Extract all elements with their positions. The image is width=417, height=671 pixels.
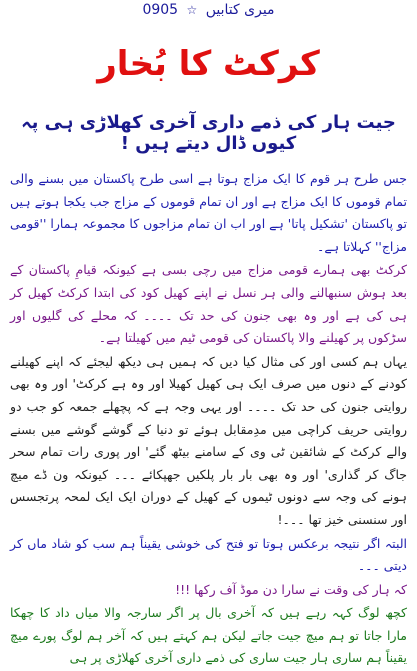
site-name[interactable]: میری کتابیں bbox=[205, 2, 275, 18]
star-icon: ☆ bbox=[186, 3, 198, 17]
paragraph: کہ ہار کی وقت نے سارا دن موڈ آف رکھا !!! bbox=[175, 581, 407, 597]
paragraph: کچھ لوگ کہہ رہے ہیں کہ آخری بال پر اگر سارجہ والا میاں داد کا چھکا مارا جاتا تو ہم میچ جیت جاتے لیکن ہم کہتے ہیں کہ آخر ہم لوگ پورے میچ یقیناً ہم ساری ہار جیت ساری کی ذمے داری آخری کھلاڑی پر ہی bbox=[10, 605, 407, 666]
paragraph: البتہ اگر نتیجہ برعکس ہوتا تو فتح کی خوشی یقیناً ہم سب کو شاد ماں کر دیتی ۔۔۔ bbox=[10, 535, 407, 574]
article-number: 0905 bbox=[142, 2, 179, 18]
paragraph: جس طرح ہر قوم کا ایک مزاج ہوتا ہے اسی طرح پاکستان میں بسنے والی تمام قوموں کا ایک مزاج ہے اور ان تمام قوموں کے مزاج جب یکجا ہوتے ہیں تو پاکستان 'تشکیل پاتا' ہے اور اب ان تمام مزاجوں کا مجموعہ ہمارا ''قومی مزاج'' کہلاتا ہے۔ bbox=[9, 171, 407, 254]
site-header bbox=[0, 2, 417, 18]
paragraph: کرکٹ بھی ہمارے قومی مزاج میں رچی بسی ہے کیونکہ قیامِ پاکستان کے بعد ہوش سنبھالنے والی ہر نسل نے اپنے کھیل کود کی ابتدا کرکٹ کھیل کر ہی کی ہے اور وہ بھی جنون کی حد تک ۔۔۔۔ کہ محلے کی گلیوں اور سڑکوں پر کھیلنے والا پاکستان کی قومی ٹیم میں کھیلتا ہے۔ bbox=[10, 262, 407, 346]
article-subtitle: جیت ہار کی ذمے داری آخری کھلاڑی ہی پہ کیوں ڈال دیتے ہیں ! bbox=[21, 112, 396, 154]
article-title: کرکٹ کا بُخار bbox=[97, 44, 320, 84]
paragraph: یہاں ہم کسی اور کی مثال کیا دیں کہ ہمیں ہی دیکھ لیجئے کہ اپنے کھیلنے کودنے کے دنوں میں صرف ایک ہی کھیل کھیلا اور وہ ہے کرکٹ' اور وہ بھی روایتی جنون کی حد تک ۔۔۔۔ اور یہی وجہ ہے کہ پچھلے جمعہ کو جب دو روایتی حریف کراچی میں مدِمقابل ہوئے تو دنیا کے گوشے گوشے میں بسنے والے کرکٹ کے شائقین ٹی وی کے سامنے بیٹھ گئے' اور پوری رات تمام سحر جاگ کر گذاری' اور وہ بھی بار بار پلکیں جھپکائے ۔۔۔ کیونکہ ون ڈے میچ ہونے کی وجہ سے دونوں ٹیموں کے کھیل کے دوران ایک ایک لمحہ پرتجسس اور سنسنی خیز تھا ۔۔۔! bbox=[10, 353, 407, 527]
article-body bbox=[10, 168, 407, 671]
